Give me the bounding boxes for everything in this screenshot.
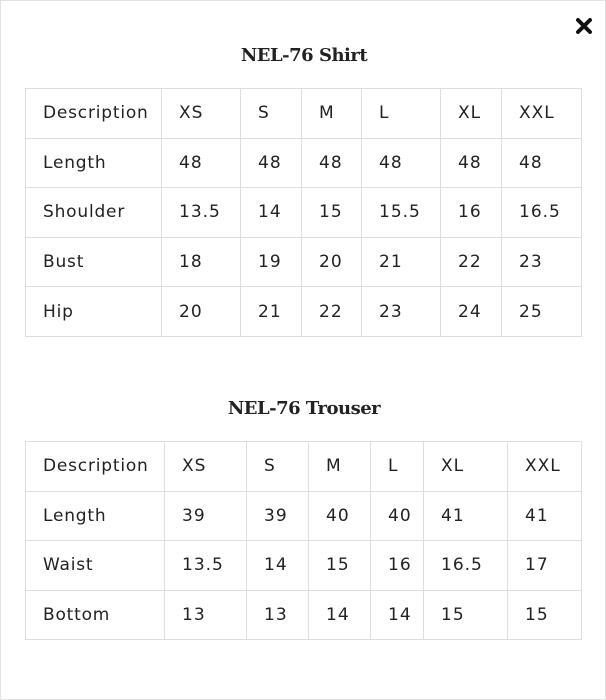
header-xl: XL xyxy=(424,442,508,492)
table-cell: 14 xyxy=(371,590,424,640)
header-s: S xyxy=(247,442,309,492)
table-cell: 23 xyxy=(502,237,582,287)
table-cell: 16 xyxy=(371,541,424,591)
row-label: Shoulder xyxy=(26,188,162,238)
table-cell: 39 xyxy=(247,491,309,541)
header-xxl: XXL xyxy=(508,442,582,492)
table-cell: 21 xyxy=(362,237,441,287)
table-row xyxy=(26,590,582,640)
table-cell: 16.5 xyxy=(424,541,508,591)
table-cell: 23 xyxy=(362,287,441,337)
header-l: L xyxy=(362,89,441,139)
table-row xyxy=(26,491,582,541)
table-row xyxy=(26,541,582,591)
shirt-size-chart-title: NEL-76 Shirt xyxy=(240,45,368,66)
table-cell: 17 xyxy=(508,541,582,591)
table-cell: 16 xyxy=(441,188,502,238)
table-cell: 25 xyxy=(502,287,582,337)
table-row xyxy=(26,188,582,238)
table-cell: 18 xyxy=(162,237,241,287)
table-cell: 48 xyxy=(441,138,502,188)
row-label: Bust xyxy=(26,237,162,287)
table-cell: 13.5 xyxy=(162,188,241,238)
table-cell: 48 xyxy=(241,138,302,188)
table-cell: 15 xyxy=(424,590,508,640)
row-label: Waist xyxy=(26,541,165,591)
table-row xyxy=(26,237,582,287)
table-cell: 48 xyxy=(162,138,241,188)
header-s: S xyxy=(241,89,302,139)
table-header-row xyxy=(26,89,582,139)
table-cell: 20 xyxy=(302,237,362,287)
row-label: Length xyxy=(26,138,162,188)
table-cell: 16.5 xyxy=(502,188,582,238)
row-label: Hip xyxy=(26,287,162,337)
table-cell: 13 xyxy=(165,590,247,640)
close-icon xyxy=(573,15,595,37)
table-cell: 39 xyxy=(165,491,247,541)
table-cell: 24 xyxy=(441,287,502,337)
table-cell: 15 xyxy=(309,541,371,591)
table-cell: 19 xyxy=(241,237,302,287)
table-row xyxy=(26,287,582,337)
row-label: Length xyxy=(26,491,165,541)
table-cell: 22 xyxy=(302,287,362,337)
table-cell: 14 xyxy=(247,541,309,591)
header-description: Description xyxy=(26,89,162,139)
table-cell: 48 xyxy=(302,138,362,188)
table-cell: 14 xyxy=(241,188,302,238)
header-m: M xyxy=(309,442,371,492)
table-cell: 41 xyxy=(508,491,582,541)
table-header-row xyxy=(26,442,582,492)
table-cell: 48 xyxy=(362,138,441,188)
table-cell: 15 xyxy=(302,188,362,238)
table-cell: 40 xyxy=(371,491,424,541)
table-cell: 22 xyxy=(441,237,502,287)
header-description: Description xyxy=(26,442,165,492)
table-cell: 20 xyxy=(162,287,241,337)
table-cell: 14 xyxy=(309,590,371,640)
header-m: M xyxy=(302,89,362,139)
table-cell: 21 xyxy=(241,287,302,337)
header-xs: XS xyxy=(165,442,247,492)
header-xxl: XXL xyxy=(502,89,582,139)
table-cell: 15 xyxy=(508,590,582,640)
header-xl: XL xyxy=(441,89,502,139)
close-button[interactable] xyxy=(573,15,595,37)
table-cell: 48 xyxy=(502,138,582,188)
table-cell: 41 xyxy=(424,491,508,541)
header-l: L xyxy=(371,442,424,492)
trouser-size-table xyxy=(25,441,582,640)
trouser-size-chart-title: NEL-76 Trouser xyxy=(227,398,381,419)
table-cell: 13 xyxy=(247,590,309,640)
header-xs: XS xyxy=(162,89,241,139)
row-label: Bottom xyxy=(26,590,165,640)
table-cell: 40 xyxy=(309,491,371,541)
shirt-size-table xyxy=(25,88,582,337)
table-row xyxy=(26,138,582,188)
table-cell: 15.5 xyxy=(362,188,441,238)
table-cell: 13.5 xyxy=(165,541,247,591)
